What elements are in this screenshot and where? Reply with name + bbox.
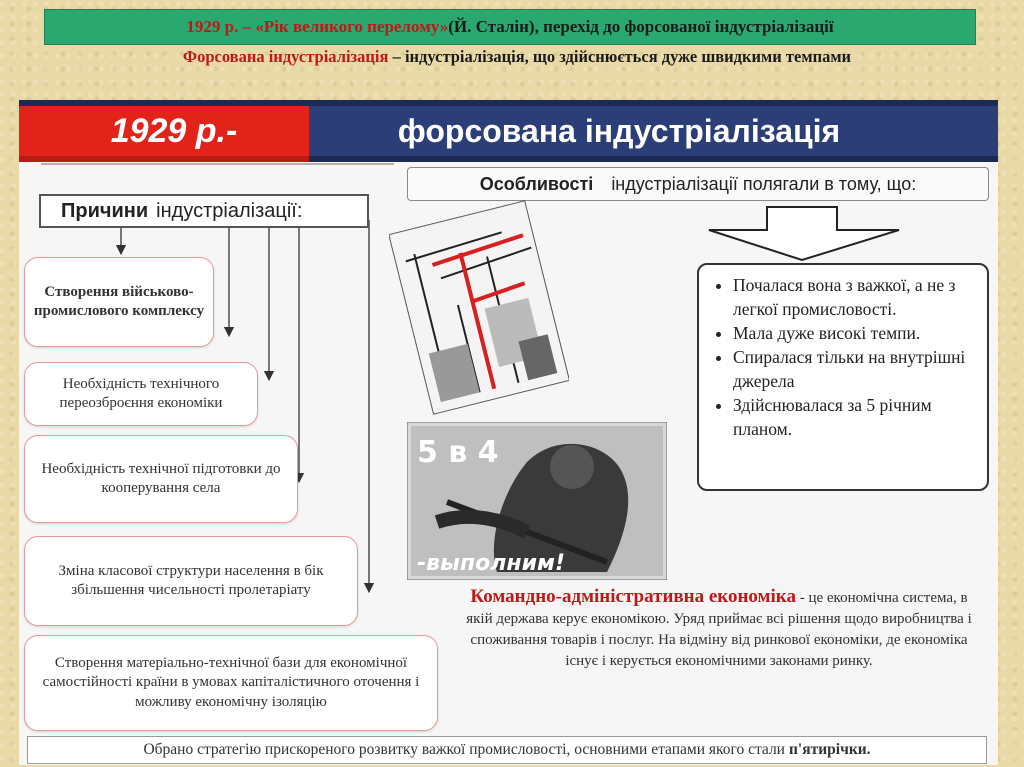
- strategy-summary-box: [27, 736, 987, 764]
- features-heading: [407, 167, 989, 201]
- cause-box-3: Необхідність технічної підготовки до кооперування села: [24, 435, 298, 523]
- causes-heading-rest: індустріалізації:: [156, 199, 303, 222]
- command-economy-text: - це економічна система, в якій держава керує економікою. Уряд приймає всі рішення щодо виробництва і споживання товарів і послуг. На відміну від ринкової економіки, де економіка існує і керується економічними законами ринку.: [466, 590, 972, 669]
- causes-heading: [39, 194, 369, 228]
- strategy-summary-text: Обрано стратегію прискореного розвитку важкої промисловості, основними етапами якого стали: [143, 741, 785, 758]
- definition-line: [22, 47, 1012, 67]
- five-year-plan-poster-image: [407, 422, 667, 580]
- feature-item: • Здійснювалася за 5 річним планом.: [733, 393, 977, 441]
- feature-item: • Почалася вона з важкої, а не з легкої промисловості.: [733, 273, 977, 321]
- header-title: форсована індустріалізація: [397, 113, 841, 149]
- cause-box-1: Створення військово-промислового комплексу: [24, 257, 214, 347]
- features-list-box: [697, 263, 989, 491]
- command-economy-term: Командно-адміністративна економіка: [470, 586, 796, 607]
- cause-box-2: Необхідність технічного переозброєння економіки: [24, 362, 258, 426]
- features-heading-rest: індустріалізації полягали в тому, що:: [611, 173, 917, 194]
- definition-text: – індустріалізація, що здійснюється дуже швидкими темпами: [388, 47, 852, 66]
- feature-item: • Мала дуже високі темпи.: [733, 321, 977, 345]
- title-year-phrase: 1929 р. – «Рік великого перелому»: [186, 17, 449, 36]
- title-rest: (Й. Сталін), перехід до форсованої індустріалізації: [448, 17, 834, 36]
- strategy-summary-bold: п'ятирічки.: [788, 741, 871, 758]
- command-economy-definition: [459, 586, 979, 672]
- poster-slogan-text: -выполним!: [417, 551, 566, 576]
- feature-item: • Спиралася тільки на внутрішні джерела: [733, 345, 977, 393]
- cause-box-5: Створення матеріально-технічної бази для економічної самостійності країни в умовах капіталістичного оточення і можливу економічну ізоляцію: [24, 635, 438, 731]
- poster-number-text: 5 в 4: [417, 435, 499, 470]
- features-down-arrow: [709, 207, 899, 260]
- causes-heading-bold: Причини: [61, 199, 149, 222]
- features-heading-bold: Особливості: [479, 173, 594, 194]
- infographic-panel: [19, 100, 998, 765]
- cause-box-4: Зміна класової структури населення в бік збільшення чисельності пролетаріату: [24, 536, 358, 626]
- definition-term: Форсована індустріалізація: [182, 47, 389, 66]
- construction-poster-image: [389, 200, 569, 415]
- slide-title: [44, 9, 976, 45]
- header-year: 1929 р.-: [110, 111, 238, 150]
